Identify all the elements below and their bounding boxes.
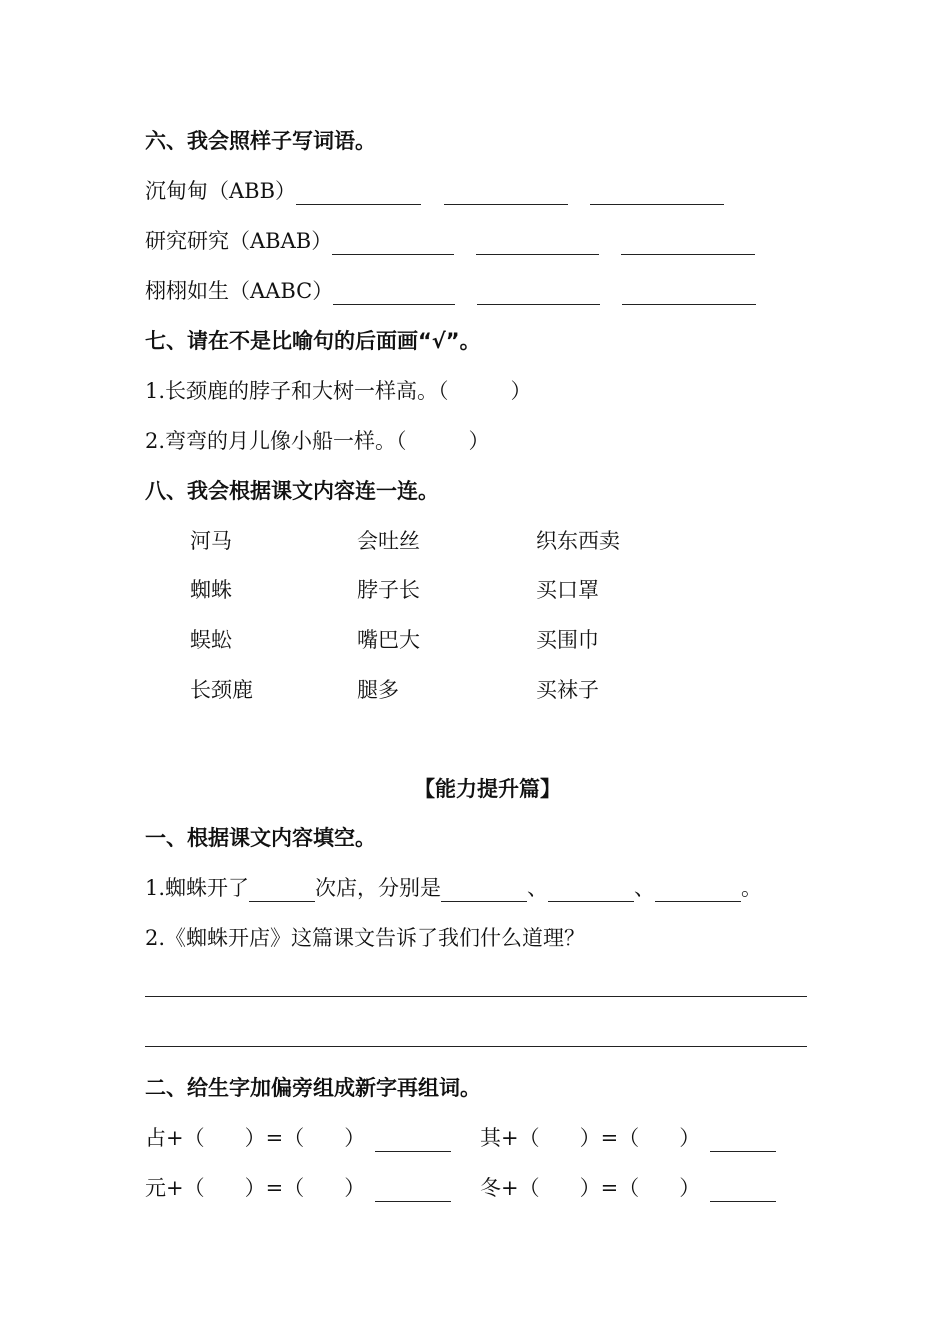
match-trait[interactable]: 会吐丝 [357,529,420,553]
plus-paren: +（ [501,1176,540,1200]
close-paren: ） [679,1176,701,1200]
radical-item [480,1124,776,1152]
plus-paren: +（ [501,1126,540,1150]
separator: 、 [527,876,549,900]
question-item-2: 2.《蜘蛛开店》这篇课文告诉了我们什么道理？ [145,926,586,950]
radical-item [145,1174,451,1202]
plus-paren: +（ [166,1126,205,1150]
match-shop[interactable]: 买围巾 [536,628,599,652]
section-8-heading: 八、我会根据课文内容连一连。 [145,479,439,503]
match-shop[interactable]: 织东西卖 [536,529,620,553]
base-character: 占 [145,1126,166,1150]
match-animal[interactable]: 河马 [190,529,232,553]
answer-blank[interactable] [332,234,454,255]
radical-item [480,1174,776,1202]
answer-blank[interactable] [444,184,568,205]
match-trait[interactable]: 腿多 [357,678,399,702]
answer-blank[interactable] [333,284,455,305]
match-animal[interactable]: 蜈蚣 [190,628,232,652]
word-blank[interactable] [710,1131,776,1152]
example-word: 栩栩如生（AABC） [145,279,334,303]
example-word: 沉甸甸（ABB） [145,179,297,203]
answer-blank[interactable] [548,881,634,902]
match-shop[interactable]: 买袜子 [536,678,599,702]
section-6-heading: 六、我会照样子写词语。 [145,129,376,153]
radical-item [145,1124,451,1152]
simile-item-1 [145,377,532,405]
simile-sentence: 2.弯弯的月儿像小船一样。（ [145,429,407,453]
simile-sentence: 1.长颈鹿的脖子和大树一样高。（ [145,379,449,403]
base-character: 其 [480,1126,501,1150]
plus-paren: +（ [166,1176,205,1200]
equals-paren: ）=（ [579,1176,640,1200]
example-word: 研究研究（ABAB） [145,229,333,253]
question-text: 1.蜘蛛开了 [145,876,250,900]
answer-blank[interactable] [441,881,527,902]
answer-blank[interactable] [477,284,600,305]
match-animal[interactable]: 长颈鹿 [190,678,253,702]
section-7-heading: 七、请在不是比喻句的后面画“√”。 [145,329,481,353]
equals-paren: ）=（ [244,1176,305,1200]
period: 。 [741,876,763,900]
ability-q2-heading: 二、给生字加偏旁组成新字再组词。 [145,1076,481,1100]
question-text: 次店，分别是 [315,876,442,900]
close-paren: ） [468,429,490,453]
answer-blank[interactable] [249,881,315,902]
answer-blank[interactable] [476,234,599,255]
equals-paren: ）=（ [244,1126,305,1150]
answer-blank[interactable] [296,184,421,205]
answer-blank[interactable] [621,234,755,255]
word-pattern-row-abab [145,227,755,255]
fill-blank-item-1 [145,874,762,902]
close-paren: ） [510,379,532,403]
word-pattern-row-aabc [145,277,756,305]
close-paren: ） [344,1126,366,1150]
close-paren: ） [344,1176,366,1200]
answer-line[interactable] [145,1046,807,1047]
word-blank[interactable] [710,1181,776,1202]
word-blank[interactable] [375,1181,451,1202]
answer-blank[interactable] [655,881,741,902]
base-character: 元 [145,1176,166,1200]
answer-blank[interactable] [590,184,724,205]
match-trait[interactable]: 嘴巴大 [357,628,420,652]
word-blank[interactable] [375,1131,451,1152]
match-animal[interactable]: 蜘蛛 [190,578,232,602]
equals-paren: ）=（ [579,1126,640,1150]
match-trait[interactable]: 脖子长 [357,578,420,602]
base-character: 冬 [480,1176,501,1200]
answer-line[interactable] [145,996,807,997]
ability-section-title: 【能力提升篇】 [414,777,561,801]
answer-blank[interactable] [622,284,756,305]
close-paren: ） [679,1126,701,1150]
match-shop[interactable]: 买口罩 [536,578,599,602]
ability-q1-heading: 一、根据课文内容填空。 [145,826,376,850]
simile-item-2 [145,427,490,455]
word-pattern-row-abb [145,177,724,205]
separator: 、 [634,876,656,900]
